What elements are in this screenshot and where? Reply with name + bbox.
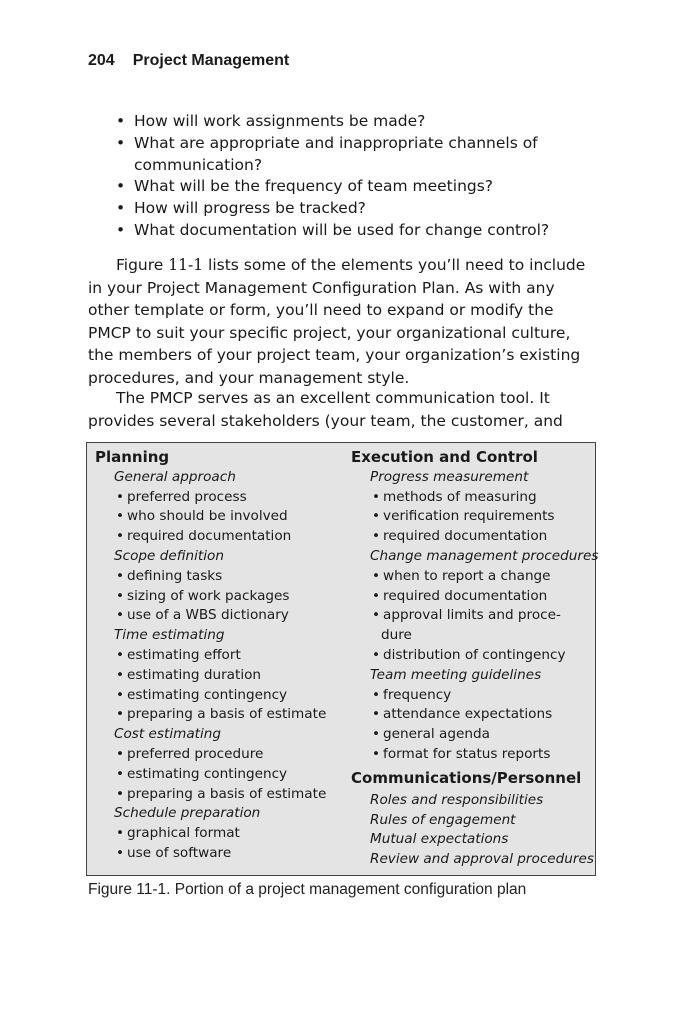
list-item: • graphical format [95,824,350,844]
group-title: Change management procedures [370,547,599,564]
list-item: • preferred process [95,488,350,508]
group-title: Mutual expectations [370,831,509,848]
list-item: • approval limits and proce- [351,606,591,626]
group-title: Scope definition [114,547,224,564]
list-item: • format for status reports [351,745,591,765]
section-heading: Communications/Personnel [351,768,582,787]
group-title: General approach [114,468,236,485]
list-item: • methods of measuring [351,488,591,508]
list-item: • estimating contingency [95,686,350,706]
question-list [112,111,592,242]
list-item: • attendance expectations [351,705,591,725]
list-item: • required documentation [351,587,591,607]
list-item: • use of a WBS dictionary [95,606,350,626]
group-title: Cost estimating [114,726,222,743]
list-item: • verification requirements [351,507,591,527]
question-item: • What will be the frequency of team meetings? [112,176,592,198]
group-title: Roles and responsibilities [370,791,544,808]
body-paragraph: Figure 11-1 lists some of the elements you’ll need to include in your Project Management Configuration Plan. As with any other template or form, you’ll need to expand or modify the PMCP to suit your specific project, your organizational culture, the members of your project team, your organization’s existing procedures, and your management style. [88,256,586,387]
group-title: Progress measurement [370,468,529,485]
section-heading: Planning [95,448,170,466]
question-item: • How will progress be tracked? [112,198,592,220]
list-item: • frequency [351,686,591,706]
list-item: • preparing a basis of estimate [95,785,350,805]
list-item: • preparing a basis of estimate [95,705,350,725]
list-item: • estimating contingency [95,765,350,785]
group-title: Rules of engagement [370,811,516,828]
list-item: • required documentation [351,527,591,547]
running-title: Project Management [132,52,290,69]
list-item: • preferred procedure [95,745,350,765]
list-item: • use of software [95,844,350,864]
group-title: Schedule preparation [114,805,261,822]
group-title: Time estimating [114,627,225,644]
list-item-continuation: dure [381,627,412,644]
running-header [88,52,289,70]
body-paragraph: The PMCP serves as an excellent communication tool. It provides several stakeholders (your team, the customer, and [88,389,563,430]
planning-column [95,448,350,864]
list-item: • who should be involved [95,507,350,527]
page-number: 204 [88,52,115,69]
list-item: • estimating duration [95,666,350,686]
question-item: • What are appropriate and inappropriate channels of communication? [112,133,592,177]
list-item: • estimating effort [95,646,350,666]
list-item: • distribution of contingency [351,646,591,666]
question-item: • What documentation will be used for change control? [112,220,592,242]
list-item: • defining tasks [95,567,350,587]
question-item: • How will work assignments be made? [112,111,592,133]
list-item: • sizing of work packages [95,587,350,607]
execution-column [351,448,599,870]
figure-reference: 11-1 [168,256,204,274]
group-title: Team meeting guidelines [370,666,542,683]
list-item: • general agenda [351,725,591,745]
group-title: Review and approval procedures [370,851,594,868]
list-item: • when to report a change [351,567,591,587]
list-item: • required documentation [95,527,350,547]
figure-caption: Figure 11-1. Portion of a project management configuration plan [88,881,527,898]
configuration-plan-figure [86,442,599,876]
section-heading: Execution and Control [351,448,538,466]
